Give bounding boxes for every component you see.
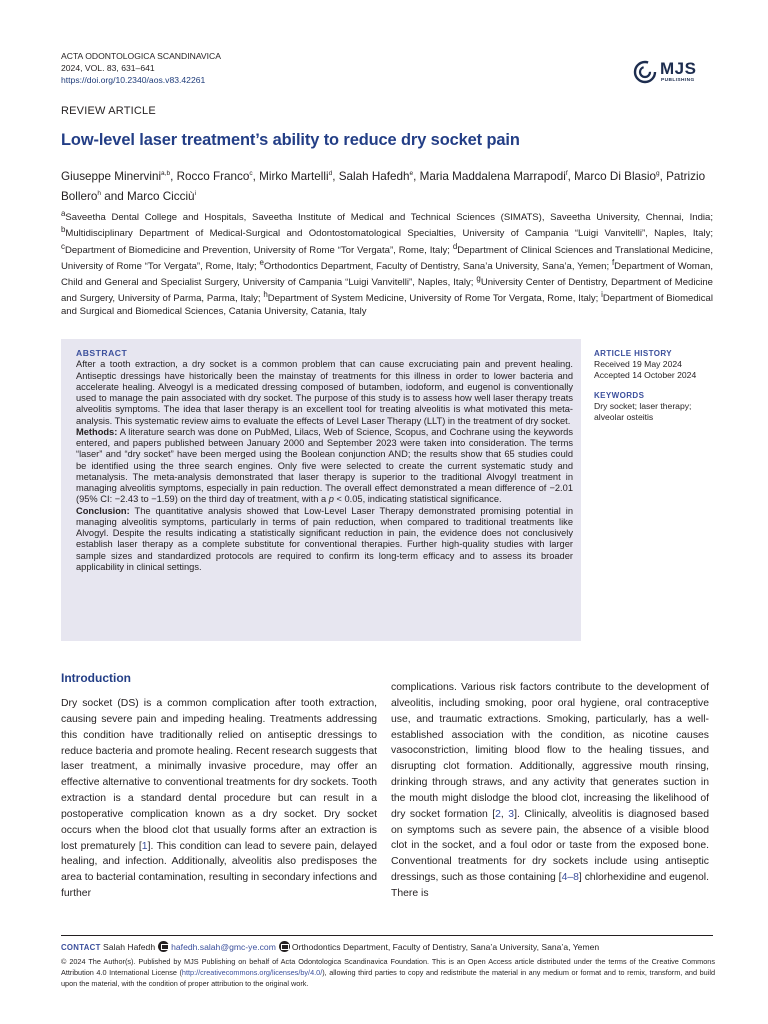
doi-link[interactable]: https://doi.org/10.2340/aos.v83.42261 (61, 75, 206, 85)
abstract-conclusion: Conclusion: The quantitative analysis showed that Low-Level Laser Therapy demonstrated promising potential in managing alveolitis symptoms, particularly in terms of pain reduction, when compared to traditional treatments like Alvogyl. Despite the results indicating a statistically significant reduction in pain, the evidence does not conclusively establish laser therapy as a complete substitute for conventional therapies. Further high-quality studies with larger sample sizes and standardized protocols are required to confirm its long-term efficacy and to assess its broader applicability in clinical settings. (76, 505, 573, 572)
mjs-logo-icon (633, 60, 657, 84)
contact-label: CONTACT (61, 943, 101, 952)
author[interactable]: Salah Hafedh$^e$ (338, 170, 414, 183)
citation-link[interactable]: 1 (141, 840, 148, 852)
body-column-left: Dry socket (DS) is a common complication after tooth extraction, causing severe pain and impeding healing. Treatments addressing this condition have traditionally relied on antiseptic dressings to reduce bacteria and promote healing. Recent research suggests that laser treatment, a minimally invasive procedure, may offer an effective alternative to conventional treatments for dry sockets. Tooth extraction is a standard dental procedure but can result in a postoperative complication known as a dry socket. Dry socket occurs when the blood clot that usually forms after an extraction is lost prematurely [1]. This condition can lead to severe pain, delayed healing, and infection. Additionally, alveolitis also predisposes the area to bacterial contamination, resulting in secondary infections and further (61, 698, 377, 900)
author[interactable]: Maria Maddalena Marrapodi$^f$ (419, 170, 568, 183)
author[interactable]: Patrizio Bollero$^h$ (61, 170, 706, 203)
copyright-notice: © 2024 The Author(s). Published by MJS Publishing on behalf of Acta Odontologica Scandinavica Foundation. This is an Open Access article distributed under the terms of the Creative Commons Attribution 4.0 International License (http://creativecommons.org/licenses/by/4.0/), allowing third parties to copy and redistribute the material in any medium or format and to remix, transform, and build upon the material, with the condition of proper attribution to the original work. (61, 957, 716, 988)
article-type: REVIEW ARTICLE (61, 105, 156, 117)
abstract-heading: ABSTRACT (76, 348, 128, 358)
author[interactable]: Giuseppe Minervini$^{a,b}$ (61, 170, 171, 183)
journal-name: ACTA ODONTOLOGICA SCANDINAVICA (61, 51, 221, 61)
publisher-logo-sub: PUBLISHING (661, 78, 695, 83)
journal-issue: 2024, VOL. 83, 631–641 (61, 63, 155, 73)
author[interactable]: Mirko Martelli$^d$ (259, 170, 333, 183)
author-list: Giuseppe Minervini$^{a,b}$, Rocco Franco$^c$, Mirko Martelli$^d$, Salah Hafedh$^e$, Maria Maddalena Marrapodi$^f$, Marco Di Blasio$^g$, Patrizio Bollero$^h$ and Marco Cicciù$^i$ (61, 170, 706, 203)
keywords-text: Dry socket; laser therapy; alveolar osteitis (594, 400, 692, 423)
email-icon (158, 941, 169, 952)
contact-email[interactable]: hafedh.salah@gmc-ye.com (171, 942, 276, 952)
contact-name: Salah Hafedh (103, 942, 156, 952)
introduction-heading: Introduction (61, 671, 131, 685)
publisher-logo-main: MJS (660, 59, 697, 78)
article-title: Low-level laser treatment’s ability to reduce dry socket pain (61, 131, 520, 149)
keywords-label: KEYWORDS (594, 390, 645, 400)
article-history-label: ARTICLE HISTORY (594, 349, 673, 358)
citation-link[interactable]: 4–8 (561, 872, 579, 884)
body-column-right: complications. Various risk factors contribute to the development of alveolitis, including smoking, poor oral hygiene, oral contraceptive use, and traumatic extractions. Smoking, particularly, has a well-established association with the condition, as nicotine causes vasoconstriction, limiting blood flow to the healing tissues, and disrupting clot formation. Additionally, aggressive mouth rinsing, drinking through straws, and any activity that generates suction in the mouth might dislodge the blood clot, increasing the likelihood of dry socket formation [2, 3]. Clinically, alveolitis is diagnosed based on symptoms such as severe pain, the absence of a visible blood clot in the socket, and a foul odor or taste from the exposed bone. Conventional treatments for dry sockets include using antiseptic dressings, such as those containing [4–8] chlorhexidine and eugenol. There is (391, 682, 710, 899)
citation-link[interactable]: 3 (508, 808, 515, 820)
affiliations: $^a$Saveetha Dental College and Hospitals, Saveetha Institute of Medical and Technical Sciences (SIMATS), Saveetha University, Chennai, India; $^b$Multidisciplinary Department of Medical-Surgical and Odontostomatological Specialties, University of Campania “Luigi Vanvitelli”, Naples, Italy; $^c$Department of Biomedicine and Prevention, University of Rome “Tor Vergata”, Rome, Italy; $^d$Department of Clinical Sciences and Translational Medicine, University of Rome “Tor Vergata”, Rome, Italy; $^e$Orthodontics Department, Faculty of Dentistry, Sana’a University, Sana’a, Yemen; $^f$Department of Woman, Child and General and Specialist Surgery, University of Campania “Luigi Vanvitelli”, Naples, Italy; $^g$University Center of Dentistry, Department of Medicine and Surgery, University of Parma, Parma, Italy; $^h$Department of System Medicine, University of Rome Tor Vergata, Rome, Italy; $^i$Department of Biomedical and Surgical and Biomedical Sciences, Catania University, Catania, Italy (61, 209, 713, 317)
journal-header (61, 50, 221, 86)
side-panel (594, 348, 714, 423)
citation-link[interactable]: 2 (495, 808, 501, 820)
received-date: Received 19 May 2024 (594, 359, 682, 370)
address-icon (279, 941, 290, 952)
accepted-date: Accepted 14 October 2024 (594, 370, 697, 381)
contact-line (61, 941, 599, 953)
author[interactable]: Rocco Franco$^c$ (176, 170, 253, 183)
contact-address: Orthodontics Department, Faculty of Dentistry, Sana’a University, Sana’a, Yemen (291, 942, 600, 952)
author[interactable]: Marco Di Blasio$^g$ (574, 170, 660, 183)
abstract-background: After a tooth extraction, a dry socket is a common problem that can cause excruciating pain and prevent healing. Antiseptic dressings have historically been the mainstay of treatments for this illness in order to lower bacteria and accelerate healing. Alveogyl is a medicated dressing composed of butamben, iodoform, and eugenol is conventionally used to manage the pain associated with dry socket. The purpose of this study is to assess how well laser therapy treats alveolitis symptoms. The idea that laser therapy is an excellent tool for treating alveolitis is what motivated this meta-analysis. This systematic review aims to evaluate the effects of Level Laser Therapy (LLT) in the treatment of dry socket. (76, 359, 573, 426)
footer-divider (61, 935, 713, 936)
author[interactable]: Marco Cicciù$^i$ (127, 190, 197, 203)
abstract-box (61, 339, 581, 641)
publisher-logo (633, 58, 709, 88)
license-link[interactable]: http://creativecommons.org/licenses/by/4.0/ (181, 968, 323, 977)
abstract-methods: Methods: A literature search was done on PubMed, Lilacs, Web of Science, Scopus, and Cochrane using the keywords entered, and papers published between January 2000 and September 2023 were taken into consideration. The terms “laser” and “dry socket” have been merged using the Boolean conjunction AND; the results show that 65 studies could be identified using the three search engines. Only five were selected to create the current systematic study and metanalysis. The meta-analysis demonstrated that laser therapy is superior to the traditional Alvogyl treatment in managing alveolitis symptoms, especially in pain reduction. The overall effect demonstrated a mean difference of −2.01 (95% CI: −2.43 to −1.59) on the third day of treatment, with a p < 0.05, indicating statistical significance. (76, 426, 573, 505)
